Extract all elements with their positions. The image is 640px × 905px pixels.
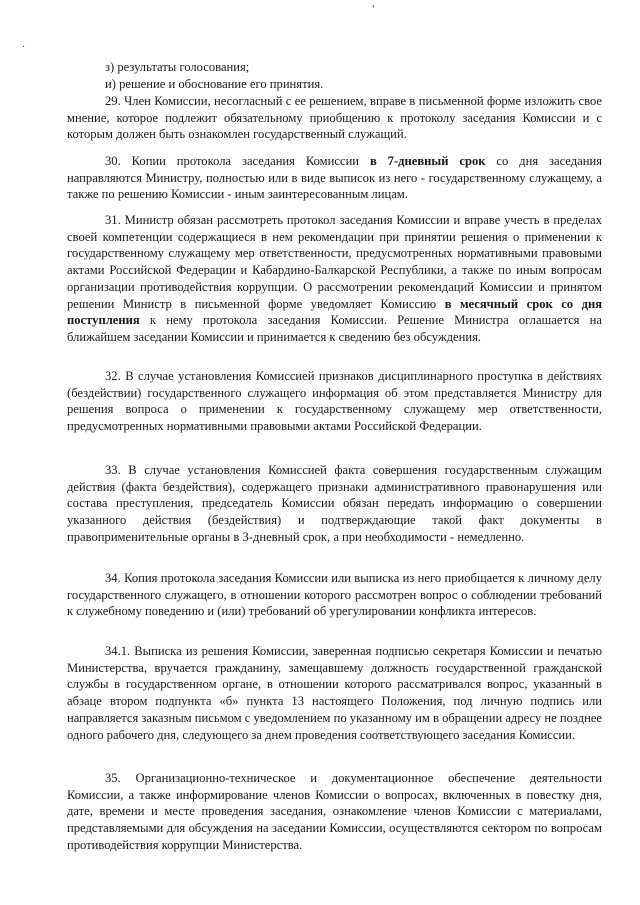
scan-dot-mark: · (22, 42, 26, 53)
paragraph-32: 32. В случае установления Комиссией признаков дисциплинарного проступка в действиях (бездействии) государственного служащего информация об этом представляется Министру для решения вопроса о применении к государственному служащему мер ответственности, предусмотренных нормативными правовыми актами Российской Федерации. (67, 369, 602, 434)
paragraph-34: 34. Копия протокола заседания Комиссии или выписка из него приобщается к личному делу государственного служащего, в отношении которого рассмотрен вопрос о соблюдении требований к служебному поведению и (или) требований об урегулировании конфликта интересов. (67, 571, 602, 619)
item-i: и) решение и обоснование его принятия. (105, 77, 324, 91)
deadline-7-days: в 7-дневный срок (369, 154, 486, 168)
paragraph-30: 30. Копии протокола заседания Комиссии в 7-дневный срок со дня заседания направляются Министру, полностью или в виде выписок из него - государственному служащему, а также по решению Комиссии - иным заинтересованным лицам. (67, 154, 602, 202)
paragraph-29: 29. Член Комиссии, несогласный с ее решением, вправе в письменной форме изложить свое мнение, которое подлежит обязательному приобщению к протоколу заседания Комиссии и с которым должен быть ознакомлен государственный служащий. (67, 94, 602, 142)
paragraph-33: 33. В случае установления Комиссией факта совершения государственным служащим действия (факта бездействия), содержащего признаки административного правонарушения или состава преступления, председатель Комиссии обязан передать информацию о совершении указанного действия (бездействия) и подтверждающие такой факт документы в правоприменительные органы в 3-дневный срок, а при необходимости - немедленно. (67, 463, 602, 544)
paragraph-34-1: 34.1. Выписка из решения Комиссии, заверенная подписью секретаря Комиссии и печатью Министерства, вручается гражданину, замещавшему должность государственной гражданской службы в государственном органе, в отношении которого рассматривался вопрос, указанный в абзаце втором подпункта «б» пункта 13 настоящего Положения, под личную подпись или направляется заказным письмом с уведомлением по указанному им в обращении адресу не позднее одного рабочего дня, следующего за днем проведения соответствующего заседания Комиссии. (67, 644, 602, 742)
deadline-month: в месячный срок со дня поступления (67, 296, 603, 328)
scan-tick-mark: ' (372, 4, 375, 15)
paragraph-35: 35. Организационно-техническое и документационное обеспечение деятельности Комиссии, а также информирование членов Комиссии о вопросах, включенных в повестку дня, дате, времени и месте проведения заседания, ознакомление членов Комиссии с материалами, представляемыми для обсуждения на заседании Комиссии, осуществляются сектором по вопросам противодействия коррупции Министерства. (67, 771, 602, 852)
item-z: з) результаты голосования; (105, 60, 250, 74)
paragraph-31: 31. Министр обязан рассмотреть протокол заседания Комиссии и вправе учесть в пределах своей компетенции содержащиеся в нем рекомендации при принятии решения о применении к государственному служащему мер ответственности, предусмотренных нормативными правовыми актами Российской Федерации и Кабардино-Балкарской Республики, а также по иным вопросам организации противодействия коррупции. О рассмотрении рекомендаций Комиссии и принятом решении Министр в письменной форме уведомляет Комиссию в месячный срок со дня поступления к нему протокола заседания Комиссии. Решение Министра оглашается на ближайшем заседании Комиссии и принимается к сведению без обсуждения. (67, 213, 603, 344)
